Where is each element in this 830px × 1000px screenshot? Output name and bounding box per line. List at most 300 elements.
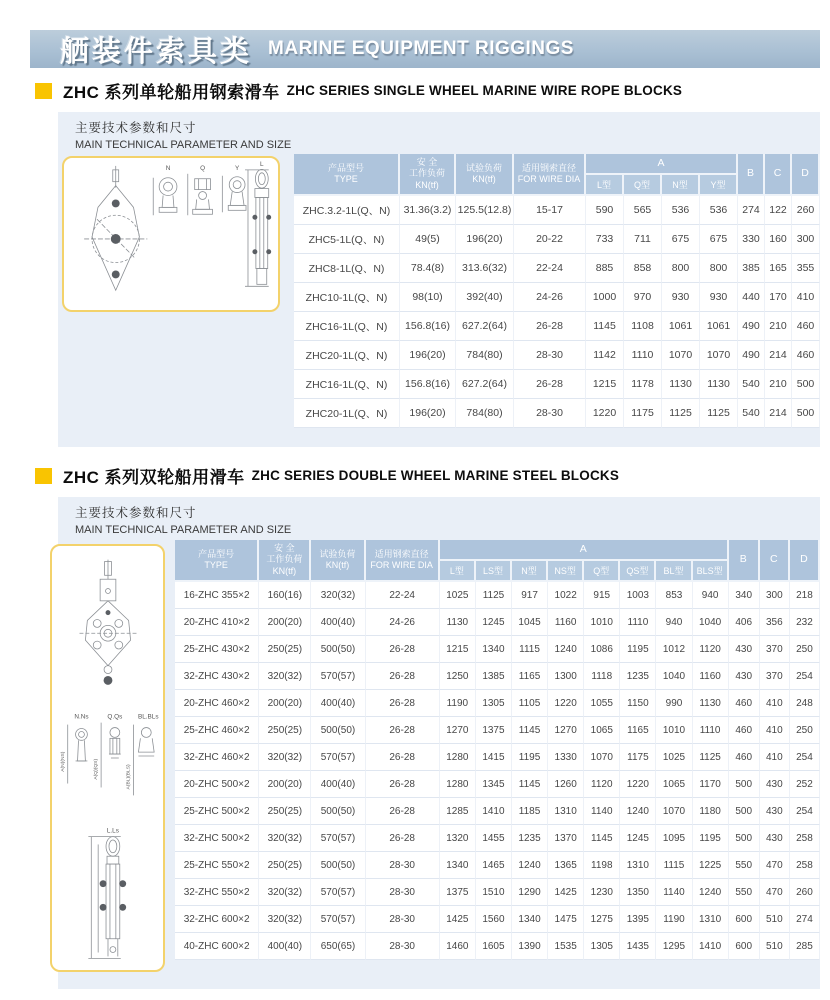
table-cell: 1510 [476, 879, 512, 906]
table-cell: 410 [760, 690, 790, 717]
table-cell: 540 [738, 399, 765, 428]
table-cell: 470 [760, 852, 790, 879]
table-cell: 930 [662, 283, 700, 312]
table-cell: 125.5(12.8) [456, 196, 514, 225]
table-cell: 440 [738, 283, 765, 312]
col-a-ls: LS型 [476, 561, 512, 582]
table-cell: 1160 [548, 609, 584, 636]
table-cell: 320(32) [311, 582, 365, 609]
table-cell: 460 [729, 690, 760, 717]
table-cell: 1250 [440, 663, 476, 690]
table-cell: 406 [729, 609, 760, 636]
table-cell: 1220 [586, 399, 624, 428]
table-cell: 26-28 [366, 798, 440, 825]
table-cell: 32-ZHC 550×2 [175, 879, 259, 906]
table-cell: 500(50) [311, 636, 365, 663]
table-cell: 1240 [512, 852, 548, 879]
table-cell: 370 [760, 636, 790, 663]
table-cell: 490 [738, 341, 765, 370]
table-cell: 1125 [476, 582, 512, 609]
table-cell: 200(20) [259, 609, 311, 636]
table-cell: 570(57) [311, 744, 365, 771]
table-row [294, 196, 820, 225]
table-cell: 1065 [656, 771, 692, 798]
table-cell: 32-ZHC 500×2 [175, 825, 259, 852]
table-cell: 1275 [584, 906, 620, 933]
banner-title-en: MARINE EQUIPMENT RIGGINGS [268, 38, 574, 59]
table-cell: 627.2(64) [456, 312, 514, 341]
table-cell: 1180 [693, 798, 729, 825]
table-row [175, 744, 820, 771]
table-cell: 15-17 [514, 196, 586, 225]
table-cell: 1086 [584, 636, 620, 663]
table-cell: 1235 [620, 663, 656, 690]
table-cell: 590 [586, 196, 624, 225]
subtitle-en: MAIN TECHNICAL PARAMETER AND SIZE [75, 139, 292, 151]
col-a-l: L型 [440, 561, 476, 582]
col-wire-dia: 适用钢索直径 FOR WIRE DIA [514, 154, 586, 196]
table-cell: 1395 [620, 906, 656, 933]
table-cell: 1130 [440, 609, 476, 636]
table-cell: 1215 [586, 370, 624, 399]
table-cell: 1055 [584, 690, 620, 717]
table-cell: 1025 [440, 582, 476, 609]
table-cell: 1245 [620, 825, 656, 852]
table-cell: 1165 [512, 663, 548, 690]
col-a-l: L型 [586, 175, 624, 196]
table-cell: 627.2(64) [456, 370, 514, 399]
col-type: 产品型号 TYPE [294, 154, 400, 196]
table-cell: 1061 [700, 312, 738, 341]
table-cell: 1175 [624, 399, 662, 428]
dim-label-a-q: A(Q)(QS) [94, 758, 100, 780]
table-cell: 330 [738, 225, 765, 254]
table-cell: 32-ZHC 600×2 [175, 906, 259, 933]
table-cell: 1010 [656, 717, 692, 744]
table-cell: 1290 [512, 879, 548, 906]
table-cell: 1003 [620, 582, 656, 609]
table-cell: 1425 [548, 879, 584, 906]
table-cell: 1045 [512, 609, 548, 636]
table-cell: 26-28 [366, 825, 440, 852]
section2-panel [58, 497, 820, 989]
table-cell: 1012 [656, 636, 692, 663]
table-cell: 1390 [512, 933, 548, 960]
table-cell: 1145 [512, 771, 548, 798]
col-a-y: Y型 [700, 175, 738, 196]
diagram-label-n: N [165, 164, 171, 172]
table-cell: 385 [738, 254, 765, 283]
table-cell: 550 [729, 852, 760, 879]
table-cell: 784(80) [456, 341, 514, 370]
table-cell: 165 [765, 254, 792, 283]
table-cell: 500 [729, 825, 760, 852]
table1-header [294, 154, 820, 196]
table-cell: 1475 [548, 906, 584, 933]
table-cell: 170 [765, 283, 792, 312]
table-cell: 1270 [548, 717, 584, 744]
table-cell: 1125 [662, 399, 700, 428]
table-cell: 1560 [476, 906, 512, 933]
table-cell: 430 [760, 771, 790, 798]
table-cell: 1070 [584, 744, 620, 771]
table-cell: 1130 [693, 690, 729, 717]
table-cell: 28-30 [514, 341, 586, 370]
table-cell: 930 [700, 283, 738, 312]
table-cell: 917 [512, 582, 548, 609]
table-cell: 1115 [656, 852, 692, 879]
table-cell: 940 [693, 582, 729, 609]
table-cell: 32-ZHC 460×2 [175, 744, 259, 771]
table-cell: 500 [792, 370, 820, 399]
col-a-n: N型 [512, 561, 548, 582]
table-cell: 40-ZHC 600×2 [175, 933, 259, 960]
table-cell: 1040 [693, 609, 729, 636]
table-cell: 540 [738, 370, 765, 399]
table-cell: 16-ZHC 355×2 [175, 582, 259, 609]
table-cell: 196(20) [400, 399, 456, 428]
table-row [175, 852, 820, 879]
table-cell: 470 [760, 879, 790, 906]
col-test-load: 试验负荷 KN(tf) [311, 540, 365, 582]
table-cell: 1345 [476, 771, 512, 798]
table-row [294, 370, 820, 399]
table-cell: 254 [790, 744, 820, 771]
table-cell: 20-ZHC 410×2 [175, 609, 259, 636]
table-cell: 400(40) [311, 609, 365, 636]
table-cell: 252 [790, 771, 820, 798]
table-cell: 510 [760, 933, 790, 960]
table-cell: 22-24 [366, 582, 440, 609]
table-cell: 122 [765, 196, 792, 225]
table-cell: 28-30 [514, 399, 586, 428]
section1-panel [58, 112, 820, 447]
table-cell: 28-30 [366, 933, 440, 960]
col-wire-dia: 适用钢索直径 FOR WIRE DIA [366, 540, 440, 582]
table-cell: 990 [656, 690, 692, 717]
table-cell: 1130 [662, 370, 700, 399]
table-cell: 500(50) [311, 852, 365, 879]
table-cell: 1240 [548, 636, 584, 663]
table-cell: 1260 [548, 771, 584, 798]
table-cell: 1142 [586, 341, 624, 370]
table-cell: 1310 [548, 798, 584, 825]
table-cell: 254 [790, 798, 820, 825]
table-cell: 1310 [620, 852, 656, 879]
table-cell: 600 [729, 906, 760, 933]
table-cell: 1118 [584, 663, 620, 690]
table-cell: 232 [790, 609, 820, 636]
table-cell: 1010 [584, 609, 620, 636]
table-cell: 1095 [656, 825, 692, 852]
banner-title-cn: 舾装件索具类 [60, 35, 253, 68]
table-cell: 285 [790, 933, 820, 960]
col-a-q: Q型 [584, 561, 620, 582]
table-cell: 98(10) [400, 283, 456, 312]
table-cell: 1061 [662, 312, 700, 341]
section1-title-cn: ZHC 系列单轮船用钢索滑车 [63, 83, 280, 102]
table-cell: 320(32) [259, 879, 311, 906]
table-cell: 1235 [512, 825, 548, 852]
diagram-label-l: L [260, 160, 264, 168]
col-a-q: Q型 [624, 175, 662, 196]
table-cell: 356 [760, 609, 790, 636]
table-cell: 20-ZHC 460×2 [175, 690, 259, 717]
table-cell: 430 [729, 636, 760, 663]
table-cell: 1000 [586, 283, 624, 312]
table-cell: 26-28 [514, 312, 586, 341]
table-cell: 1435 [620, 933, 656, 960]
table-cell: 1460 [440, 933, 476, 960]
single-block-diagram-svg [64, 158, 278, 310]
single-block-table [294, 154, 820, 428]
table-cell: 24-26 [514, 283, 586, 312]
table-cell: 460 [729, 717, 760, 744]
table-cell: 1300 [548, 663, 584, 690]
table-cell: 248 [790, 690, 820, 717]
table-cell: 784(80) [456, 399, 514, 428]
table-cell: 1070 [656, 798, 692, 825]
dim-label-a-n: A(N)(NS) [60, 751, 66, 772]
table-cell: 25-ZHC 430×2 [175, 636, 259, 663]
table-cell: 250(25) [259, 636, 311, 663]
table-cell: 1340 [512, 906, 548, 933]
subtitle-cn: 主要技术参数和尺寸 [75, 506, 197, 520]
section2-title-cn: ZHC 系列双轮船用滑车 [63, 468, 245, 487]
table-cell: 650(65) [311, 933, 365, 960]
table-cell: 1225 [693, 852, 729, 879]
subtitle-en: MAIN TECHNICAL PARAMETER AND SIZE [75, 524, 292, 536]
table-cell: 1022 [548, 582, 584, 609]
table-cell: 320(32) [259, 825, 311, 852]
table-cell: 675 [700, 225, 738, 254]
table-cell: 1160 [693, 663, 729, 690]
table-cell: 885 [586, 254, 624, 283]
table-cell: 1165 [620, 717, 656, 744]
col-test-load: 试验负荷 KN(tf) [456, 154, 514, 196]
table-cell: 218 [790, 582, 820, 609]
table-cell: 25-ZHC 550×2 [175, 852, 259, 879]
table-cell: 460 [792, 341, 820, 370]
table-cell: 1150 [620, 690, 656, 717]
diagram-label-y: Y [234, 164, 240, 172]
table-row [175, 582, 820, 609]
table-cell: ZHC5-1L(Q、N) [294, 225, 400, 254]
table-cell: 392(40) [456, 283, 514, 312]
section2-subtitle [75, 503, 291, 536]
table-cell: 510 [760, 906, 790, 933]
table-cell: 1375 [440, 879, 476, 906]
table-cell: ZHC8-1L(Q、N) [294, 254, 400, 283]
table-cell: 1195 [620, 636, 656, 663]
table-cell: 28-30 [366, 906, 440, 933]
col-type: 产品型号 TYPE [175, 540, 259, 582]
double-block-table [175, 540, 820, 960]
table-row [175, 906, 820, 933]
table-cell: 26-28 [366, 744, 440, 771]
table-cell: 250(25) [259, 717, 311, 744]
table-cell: 550 [729, 879, 760, 906]
table-cell: 1120 [584, 771, 620, 798]
table-cell: 410 [760, 744, 790, 771]
table-cell: 1285 [440, 798, 476, 825]
col-c: C [765, 154, 792, 196]
table-cell: 20-22 [514, 225, 586, 254]
table-cell: 1375 [476, 717, 512, 744]
table-cell: 500 [729, 771, 760, 798]
diagram-label-qqs: Q.Qs [107, 713, 123, 721]
table-cell: 1215 [440, 636, 476, 663]
table-cell: 214 [765, 399, 792, 428]
table-cell: 500(50) [311, 798, 365, 825]
table-cell: 26-28 [366, 717, 440, 744]
table-cell: 28-30 [366, 852, 440, 879]
col-b: B [729, 540, 760, 582]
table-cell: 1198 [584, 852, 620, 879]
table-cell: 1220 [548, 690, 584, 717]
table-cell: 1535 [548, 933, 584, 960]
table-cell: 156.8(16) [400, 370, 456, 399]
table-cell: 196(20) [400, 341, 456, 370]
table-cell: 200(20) [259, 771, 311, 798]
table-cell: 1145 [512, 717, 548, 744]
table-cell: 940 [656, 609, 692, 636]
table-cell: 160 [765, 225, 792, 254]
table-cell: 1040 [656, 663, 692, 690]
table-cell: 1365 [548, 852, 584, 879]
col-a-group: A [586, 154, 738, 175]
table-cell: 853 [656, 582, 692, 609]
col-a-bl: BL型 [656, 561, 692, 582]
table-cell: 32-ZHC 430×2 [175, 663, 259, 690]
table-cell: 1415 [476, 744, 512, 771]
table-cell: 355 [792, 254, 820, 283]
col-swl: 安 全 工作负荷 KN(tf) [259, 540, 311, 582]
table-cell: 196(20) [456, 225, 514, 254]
table-cell: 1270 [440, 717, 476, 744]
table-cell: 1240 [693, 879, 729, 906]
table-cell: 260 [792, 196, 820, 225]
table-cell: 1425 [440, 906, 476, 933]
table-cell: 1410 [693, 933, 729, 960]
table-cell: 460 [792, 312, 820, 341]
table-cell: ZHC20-1L(Q、N) [294, 399, 400, 428]
table1-body [294, 196, 820, 428]
table-cell: 320(32) [259, 663, 311, 690]
table-cell: 320(32) [259, 906, 311, 933]
table-cell: 214 [765, 341, 792, 370]
table-cell: 1178 [624, 370, 662, 399]
table-cell: 733 [586, 225, 624, 254]
table-cell: 25-ZHC 500×2 [175, 798, 259, 825]
table2-body [175, 582, 820, 960]
table-cell: 1125 [700, 399, 738, 428]
table-row [294, 341, 820, 370]
table-cell: 24-26 [366, 609, 440, 636]
table-cell: 1070 [662, 341, 700, 370]
table-cell: 1220 [620, 771, 656, 798]
table-cell: ZHC16-1L(Q、N) [294, 370, 400, 399]
table-row [175, 663, 820, 690]
table-cell: 1340 [440, 852, 476, 879]
table-cell: 28-30 [366, 879, 440, 906]
table-cell: 300 [760, 582, 790, 609]
table-cell: 156.8(16) [400, 312, 456, 341]
table-row [294, 312, 820, 341]
table-cell: 1025 [656, 744, 692, 771]
table-cell: 274 [738, 196, 765, 225]
yellow-bullet-icon [35, 468, 52, 484]
table-cell: 1190 [440, 690, 476, 717]
table-cell: 1305 [476, 690, 512, 717]
table-cell: 1465 [476, 852, 512, 879]
yellow-bullet-icon [35, 83, 52, 99]
table-cell: 410 [792, 283, 820, 312]
page-banner [30, 30, 820, 68]
col-swl: 安 全 工作负荷 KN(tf) [400, 154, 456, 196]
table-cell: 460 [729, 744, 760, 771]
table-cell: 1105 [512, 690, 548, 717]
col-a-qs: QS型 [620, 561, 656, 582]
table-cell: 1240 [620, 798, 656, 825]
table-cell: 500(50) [311, 717, 365, 744]
table-row [294, 399, 820, 428]
table-cell: 26-28 [366, 771, 440, 798]
table-cell: 22-24 [514, 254, 586, 283]
dim-label-a-bl: A(BL)(BLS) [126, 764, 132, 790]
table-cell: 410 [760, 717, 790, 744]
table-cell: 1245 [476, 609, 512, 636]
table-cell: ZHC16-1L(Q、N) [294, 312, 400, 341]
table-cell: 1340 [476, 636, 512, 663]
table-cell: 675 [662, 225, 700, 254]
table-cell: 260 [790, 879, 820, 906]
table-cell: ZHC20-1L(Q、N) [294, 341, 400, 370]
section1-title-en: ZHC SERIES SINGLE WHEEL MARINE WIRE ROPE BLOCKS [286, 83, 683, 98]
table-cell: 1140 [656, 879, 692, 906]
table-row [175, 609, 820, 636]
table-row [175, 879, 820, 906]
diagram-label-nns: N.Ns [74, 713, 89, 721]
table-row [175, 798, 820, 825]
table-cell: 200(20) [259, 690, 311, 717]
table-row [175, 717, 820, 744]
table-cell: 430 [729, 663, 760, 690]
table-cell: 1410 [476, 798, 512, 825]
table-cell: 254 [790, 663, 820, 690]
table-cell: 210 [765, 312, 792, 341]
table-cell: 1350 [620, 879, 656, 906]
col-c: C [760, 540, 790, 582]
table-cell: 500 [792, 399, 820, 428]
double-block-diagram-svg [52, 546, 163, 970]
table-cell: 1230 [584, 879, 620, 906]
double-block-diagram [50, 544, 165, 972]
table-cell: 1110 [620, 609, 656, 636]
table-cell: 570(57) [311, 879, 365, 906]
table-cell: 160(16) [259, 582, 311, 609]
table-cell: 1115 [512, 636, 548, 663]
col-a-bls: BLS型 [693, 561, 729, 582]
table-cell: 500 [729, 798, 760, 825]
col-a-ns: NS型 [548, 561, 584, 582]
table-cell: 800 [662, 254, 700, 283]
table-cell: 565 [624, 196, 662, 225]
table-cell: 1320 [440, 825, 476, 852]
table-row [175, 825, 820, 852]
table-cell: 1605 [476, 933, 512, 960]
table-cell: 915 [584, 582, 620, 609]
